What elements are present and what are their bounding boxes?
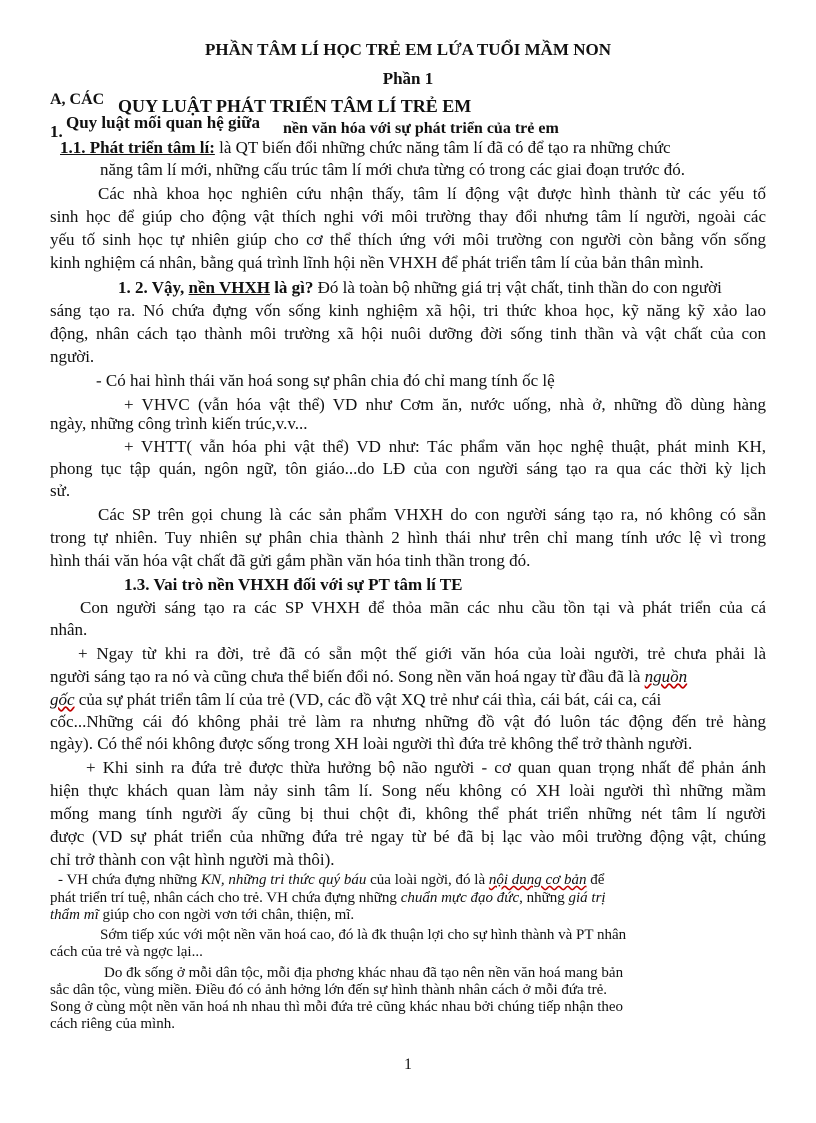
section-1-title-a: Quy luật mối quan hệ giữa bbox=[66, 113, 260, 132]
s11-heading: 1.1. Phát triển tâm lí: bbox=[60, 138, 215, 157]
p6-aesthetic-cont: thẩm mĩ bbox=[50, 907, 99, 923]
bullet-two-forms: - Có hai hình thái văn hoá song sự phân chia đó chỉ mang tính ốc lệ bbox=[96, 371, 555, 390]
paragraph-2-line: trong tự nhiên. Tuy nhiên sự phân chia thành 2 hình thái như trên chỉ mang tính ước lệ vì trong bbox=[50, 528, 766, 547]
vhtt-line: + VHTT( vẫn hóa phi vật thể) VD như: Tác phẩm văn học nghệ thuật, phát minh KH, bbox=[124, 437, 766, 456]
paragraph-8-line: Song ở cùng một nền văn hoá nh nhau thì mỗi đứa trẻ cũng khác nhau bởi chúng tiếp nhận theo bbox=[50, 999, 624, 1015]
paragraph-2-line: Các SP trên gọi chung là các sản phẩm VHXH do con người sáng tạo ra, nó không có sẵn bbox=[98, 505, 766, 524]
paragraph-6-line3 bbox=[50, 905, 354, 925]
section-a-title: QUY LUẬT PHÁT TRIỂN TÂM LÍ TRẺ EM bbox=[118, 96, 472, 116]
s12-heading-pre: 1. 2. Vậy, bbox=[118, 278, 185, 297]
section-1-number: 1. bbox=[50, 122, 63, 141]
s12-line: động, nhân cách tạo thành môi trường xã hội nuôi dưỡng đời sống tinh thần và vật chất của con bbox=[50, 324, 766, 343]
paragraph-4-text: người sáng tạo ra nó và cũng chưa thể biến đổi nó. Song nền văn hoá ngay từ đầu đã là bbox=[50, 667, 641, 686]
s12-text: Đó là toàn bộ những giá trị vật chất, tinh thần do con người bbox=[317, 278, 722, 297]
p6-aesthetic-values: giá trị bbox=[568, 890, 606, 906]
paragraph-3-line: nhân. bbox=[50, 620, 88, 639]
paragraph-8-line: sắc dân tộc, vùng miền. Điều đó có ảnh hởng lớn đến sự hình thành nhân cách ở mỗi đứa trẻ. bbox=[50, 982, 608, 998]
vhvc-line: ngày, những công trình kiến trúc,v.v... bbox=[50, 414, 308, 433]
page-number: 1 bbox=[404, 1056, 412, 1073]
p6-knowledge: KN, những tri thức quý báu bbox=[200, 872, 367, 888]
p6-line3-text: giúp cho con ngời vơn tới chân, thiện, mĩ. bbox=[98, 907, 355, 923]
paragraph-3-line: Con người sáng tạo ra các SP VHXH để thỏa mãn các nhu cầu tồn tại và phát triển của cá bbox=[80, 598, 766, 617]
paragraph-5-line: + Khi sinh ra đứa trẻ được thừa hưởng bộ não người - cơ quan quan trọng nhất để phản ánh bbox=[86, 758, 766, 777]
s12-line: người. bbox=[50, 347, 95, 366]
s12-heading-term: nền VHXH bbox=[188, 278, 270, 297]
s13-heading: 1.3. Vai trò nền VHXH đối với sự PT tâm lí TE bbox=[124, 575, 463, 594]
paragraph-5-line: được (VD sự phát triển của những đứa trẻ ngay từ bé đã bị lạc vào môi trường động vật, chúng bbox=[50, 827, 766, 846]
paragraph-2-line: hình thái văn hóa vật chất đã gửi gắm phần văn hóa tinh thần trong đó. bbox=[50, 551, 531, 570]
paragraph-7-line: Sớm tiếp xúc với một nền văn hoá cao, đó là đk thuận lợi cho sự hình thành và PT nhân bbox=[100, 927, 627, 943]
s11-line1 bbox=[60, 138, 766, 158]
s12-heading-post: là gì? bbox=[274, 278, 314, 297]
paragraph-4-line3 bbox=[50, 690, 766, 710]
p6-moral-standards: chuẩn mực đạo đức bbox=[400, 890, 520, 906]
p6-core-content: nội dung cơ bản bbox=[488, 872, 587, 888]
p6-line2-post: , những bbox=[519, 890, 565, 906]
nguon-goc-term: nguồn bbox=[644, 667, 688, 686]
s12-line1 bbox=[118, 278, 766, 298]
paragraph-4-line: cốc...Những cái đó không phải trẻ làm ra nhưng những đồ vật đó luôn tác động đến trẻ hàng bbox=[50, 712, 766, 731]
vhvc-line: + VHVC (vẫn hóa vật thể) VD như Cơm ăn, nước uống, nhà ở, những đồ dùng hàng bbox=[124, 395, 766, 414]
paragraph-8-line: cách riêng của mình. bbox=[50, 1016, 175, 1032]
paragraph-1-line: sinh học để giúp cho động vật thích nghi với môi trường thay đổi nhưng tâm lí người, ngoài các bbox=[50, 207, 766, 226]
paragraph-4-text: của sự phát triển tâm lí của trẻ (VD, các đồ vật XQ trẻ như cái thìa, cái bát, cái ca, cái bbox=[74, 690, 662, 709]
section-a-prefix: A, CÁC bbox=[50, 91, 105, 108]
paragraph-5-line: chỉ trở thành con vật hình người mà thôi). bbox=[50, 850, 335, 869]
paragraph-1-line: kinh nghiệm cá nhân, bằng quá trình lĩnh hội nền VHXH để phát triển tâm lí của bản thân mình. bbox=[50, 253, 704, 272]
p6-post: để bbox=[590, 872, 605, 888]
p6-line2-pre: phát triển trí tuệ, nhân cách cho trẻ. VH chứa đựng những bbox=[50, 890, 397, 906]
document-title: PHẦN TÂM LÍ HỌC TRẺ EM LỨA TUỔI MẦM NON bbox=[205, 40, 611, 59]
part-heading: Phần 1 bbox=[382, 69, 434, 88]
paragraph-8-line: Do đk sống ở mỗi dân tộc, mỗi địa phơng khác nhau đã tạo nên nền văn hoá mang bản bbox=[104, 965, 624, 981]
nguon-goc-term-cont: gốc bbox=[50, 690, 75, 709]
section-1-title-b: nền văn hóa với sự phát triển của trẻ em bbox=[283, 120, 559, 137]
p6-pre: - VH chứa đựng những bbox=[58, 872, 198, 888]
p6-mid: của loài ngời, đó là bbox=[370, 872, 486, 888]
paragraph-7-line: cách của trẻ và ngợc lại... bbox=[50, 944, 203, 960]
s11-text: là QT biến đổi những chức năng tâm lí đã có để tạo ra những chức bbox=[219, 138, 671, 157]
paragraph-4-line: + Ngay từ khi ra đời, trẻ đã có sẵn một thế giới văn hóa của loài người, trẻ chưa phải là bbox=[78, 644, 766, 663]
paragraph-4-line: ngày). Có thể nói không được sống trong XH loài người thì đứa trẻ không thể trở thành người. bbox=[50, 734, 693, 753]
paragraph-1-line: yếu tố sinh học tự nhiên giúp cho cơ thể thích ứng với môi trường con người còn bằng vốn sống bbox=[50, 230, 766, 249]
s12-line: sáng tạo ra. Nó chứa đựng vốn sống kinh nghiệm xã hội, tri thức khoa học, kỹ năng kỹ xảo lao bbox=[50, 301, 766, 320]
s11-line2: năng tâm lí mới, những cấu trúc tâm lí mới chưa từng có trong các giai đoạn trước đó. bbox=[100, 160, 686, 179]
vhtt-line: phong tục tập quán, ngôn ngữ, tôn giáo...do LĐ của con người sáng tạo ra qua các thời kỳ lịch bbox=[50, 459, 766, 478]
paragraph-4-line2 bbox=[50, 667, 766, 687]
paragraph-5-line: hiện thực khách quan làm nảy sinh tâm lí. Song nếu không có XH loài người thì những mầm bbox=[50, 781, 766, 800]
paragraph-5-line: mống mang tính người ấy cũng bị thui chột đi, không thể phát triển những nét tâm lí người bbox=[50, 804, 766, 823]
vhtt-line: sử. bbox=[50, 481, 71, 500]
paragraph-1-line: Các nhà khoa học nghiên cứu nhận thấy, tâm lí động vật được hình thành từ các yếu tố bbox=[98, 184, 766, 203]
paragraph-6-line1 bbox=[58, 870, 766, 890]
